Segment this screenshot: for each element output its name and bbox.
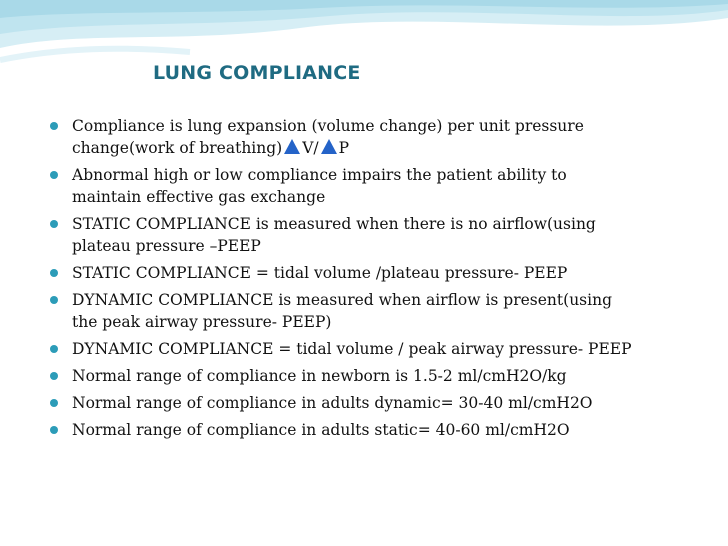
bullet-list [50,115,710,446]
bullet-text: STATIC COMPLIANCE = tidal volume /plateau pressure- PEEP [72,264,568,282]
bullet-text: Normal range of compliance in newborn is 1.5-2 ml/cmH2O/kg [72,367,567,385]
delta-icon [284,139,300,154]
bullet-item [50,289,710,333]
bullet-text: Abnormal high or low compliance impairs the patient ability to [72,166,567,184]
header-wave-decoration [0,0,728,70]
bullet-dot-icon [50,269,58,277]
bullet-text: plateau pressure –PEEP [72,237,261,255]
bullet-dot-icon [50,296,58,304]
bullet-item [50,262,710,284]
bullet-text: change(work of breathing) [72,139,283,157]
bullet-text: V/ [302,139,319,157]
bullet-dot-icon [50,171,58,179]
bullet-dot-icon [50,345,58,353]
bullet-item [50,213,710,257]
bullet-item [50,338,710,360]
bullet-dot-icon [50,399,58,407]
bullet-dot-icon [50,220,58,228]
bullet-item [50,164,710,208]
bullet-dot-icon [50,372,58,380]
bullet-text: Normal range of compliance in adults dynamic= 30-40 ml/cmH2O [72,394,593,412]
bullet-item [50,419,710,441]
bullet-item [50,365,710,387]
bullet-item [50,115,710,159]
bullet-text: P [338,139,350,157]
bullet-text: DYNAMIC COMPLIANCE = tidal volume / peak airway pressure- PEEP [72,340,632,358]
bullet-text: maintain effective gas exchange [72,188,326,206]
bullet-text: the peak airway pressure- PEEP) [72,313,332,331]
bullet-text: DYNAMIC COMPLIANCE is measured when airflow is present(using [72,291,612,309]
delta-icon [321,139,337,154]
bullet-text: STATIC COMPLIANCE is measured when there is no airflow(using [72,215,596,233]
bullet-dot-icon [50,122,58,130]
bullet-text: Compliance is lung expansion (volume change) per unit pressure [72,117,584,135]
bullet-item [50,392,710,414]
slide-title: LUNG COMPLIANCE [153,62,361,84]
bullet-dot-icon [50,426,58,434]
bullet-text: Normal range of compliance in adults static= 40-60 ml/cmH2O [72,421,570,439]
